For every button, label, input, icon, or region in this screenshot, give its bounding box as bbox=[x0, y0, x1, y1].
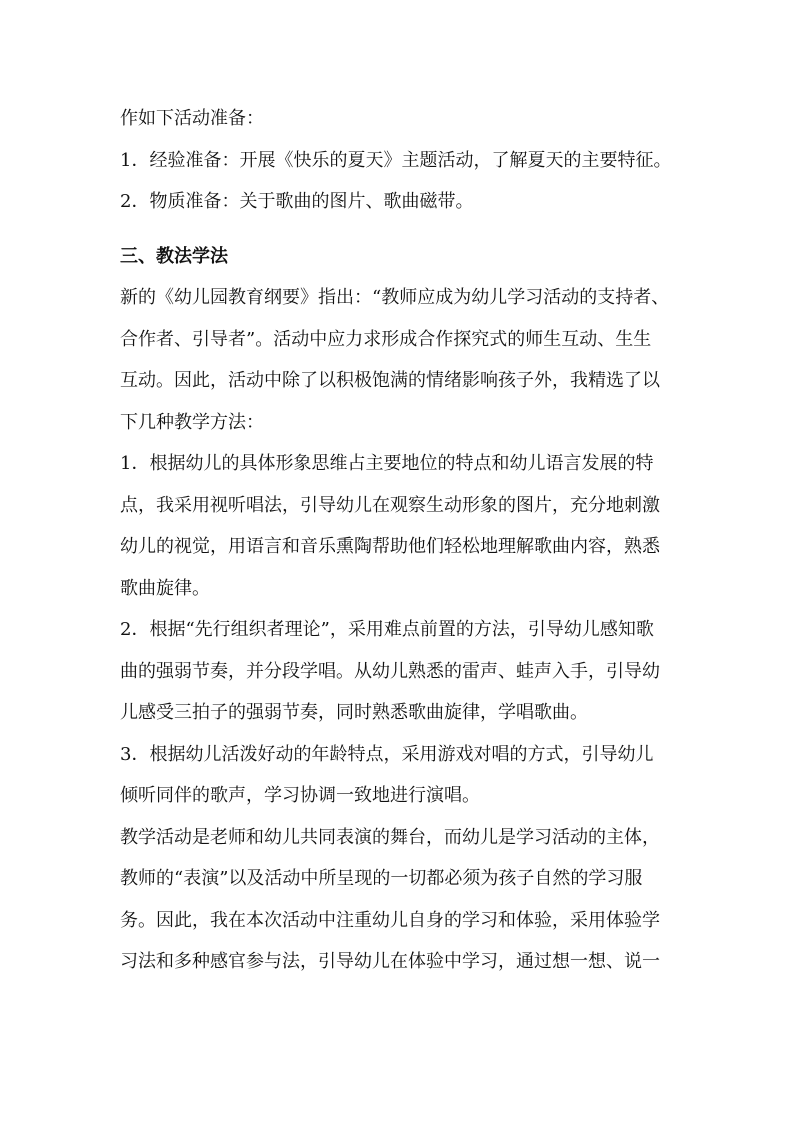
paragraph-line: 务。因此，我在本次活动中注重幼儿自身的学习和体验，采用体验学 bbox=[120, 909, 660, 931]
method-line: 曲的强弱节奏，并分段学唱。从幼儿熟悉的雷声、蛙声入手，引导幼 bbox=[120, 660, 660, 682]
method-item-3 bbox=[120, 734, 676, 817]
method-line: 幼儿的视觉，用语言和音乐熏陶帮助他们轻松地理解歌曲内容，熟悉 bbox=[120, 536, 660, 557]
paragraph-line: 习法和多种感官参与法，引导幼儿在体验中学习，通过想一想、说一 bbox=[120, 951, 660, 972]
method-line: 2．根据“先行组织者理论”，采用难点前置的方法，引导幼儿感知歌 bbox=[120, 619, 654, 640]
document-body bbox=[120, 98, 676, 983]
paragraph-line: 合作者、引导者”。活动中应力求形成合作探究式的师生互动、生生 bbox=[120, 328, 652, 350]
method-line: 儿感受三拍子的强弱节奏，同时熟悉歌曲旋律，学唱歌曲。 bbox=[120, 702, 588, 723]
method-line: 歌曲旋律。 bbox=[120, 577, 210, 599]
method-line: 点，我采用视听唱法，引导幼儿在观察生动形象的图片，充分地刺激 bbox=[120, 494, 660, 516]
material-preparation-line: 2．物质准备：关于歌曲的图片、歌曲磁带。 bbox=[120, 191, 474, 212]
method-line: 1．根据幼儿的具体形象思维占主要地位的特点和幼儿语言发展的特 bbox=[120, 453, 654, 474]
paragraph-teaching-guideline bbox=[120, 277, 676, 443]
paragraph-line: 教师的“表演”以及活动中所呈现的一切都必须为孩子自然的学习服 bbox=[120, 868, 643, 889]
paragraph-line: 教学活动是老师和幼儿共同表演的舞台，而幼儿是学习活动的主体， bbox=[120, 826, 660, 848]
paragraph-line: 新的《幼儿园教育纲要》指出：“教师应成为幼儿学习活动的支持者、 bbox=[120, 287, 670, 308]
experience-preparation-line: 1．经验准备：开展《快乐的夏天》主题活动，了解夏天的主要特征。 bbox=[120, 149, 672, 171]
method-item-2 bbox=[120, 609, 676, 734]
method-item-1 bbox=[120, 443, 676, 609]
paragraph-teaching-activity bbox=[120, 817, 676, 983]
paragraph-line: 互动。因此，活动中除了以积极饱满的情绪影响孩子外，我精选了以 bbox=[120, 370, 660, 391]
intro-line: 作如下活动准备： bbox=[120, 108, 264, 129]
section-heading: 三、教法学法 bbox=[120, 245, 228, 267]
method-line: 倾听同伴的歌声，学习协调一致地进行演唱。 bbox=[120, 785, 480, 806]
method-line: 3．根据幼儿活泼好动的年龄特点，采用游戏对唱的方式，引导幼儿 bbox=[120, 743, 654, 765]
paragraph-line: 下几种教学方法： bbox=[120, 411, 264, 433]
